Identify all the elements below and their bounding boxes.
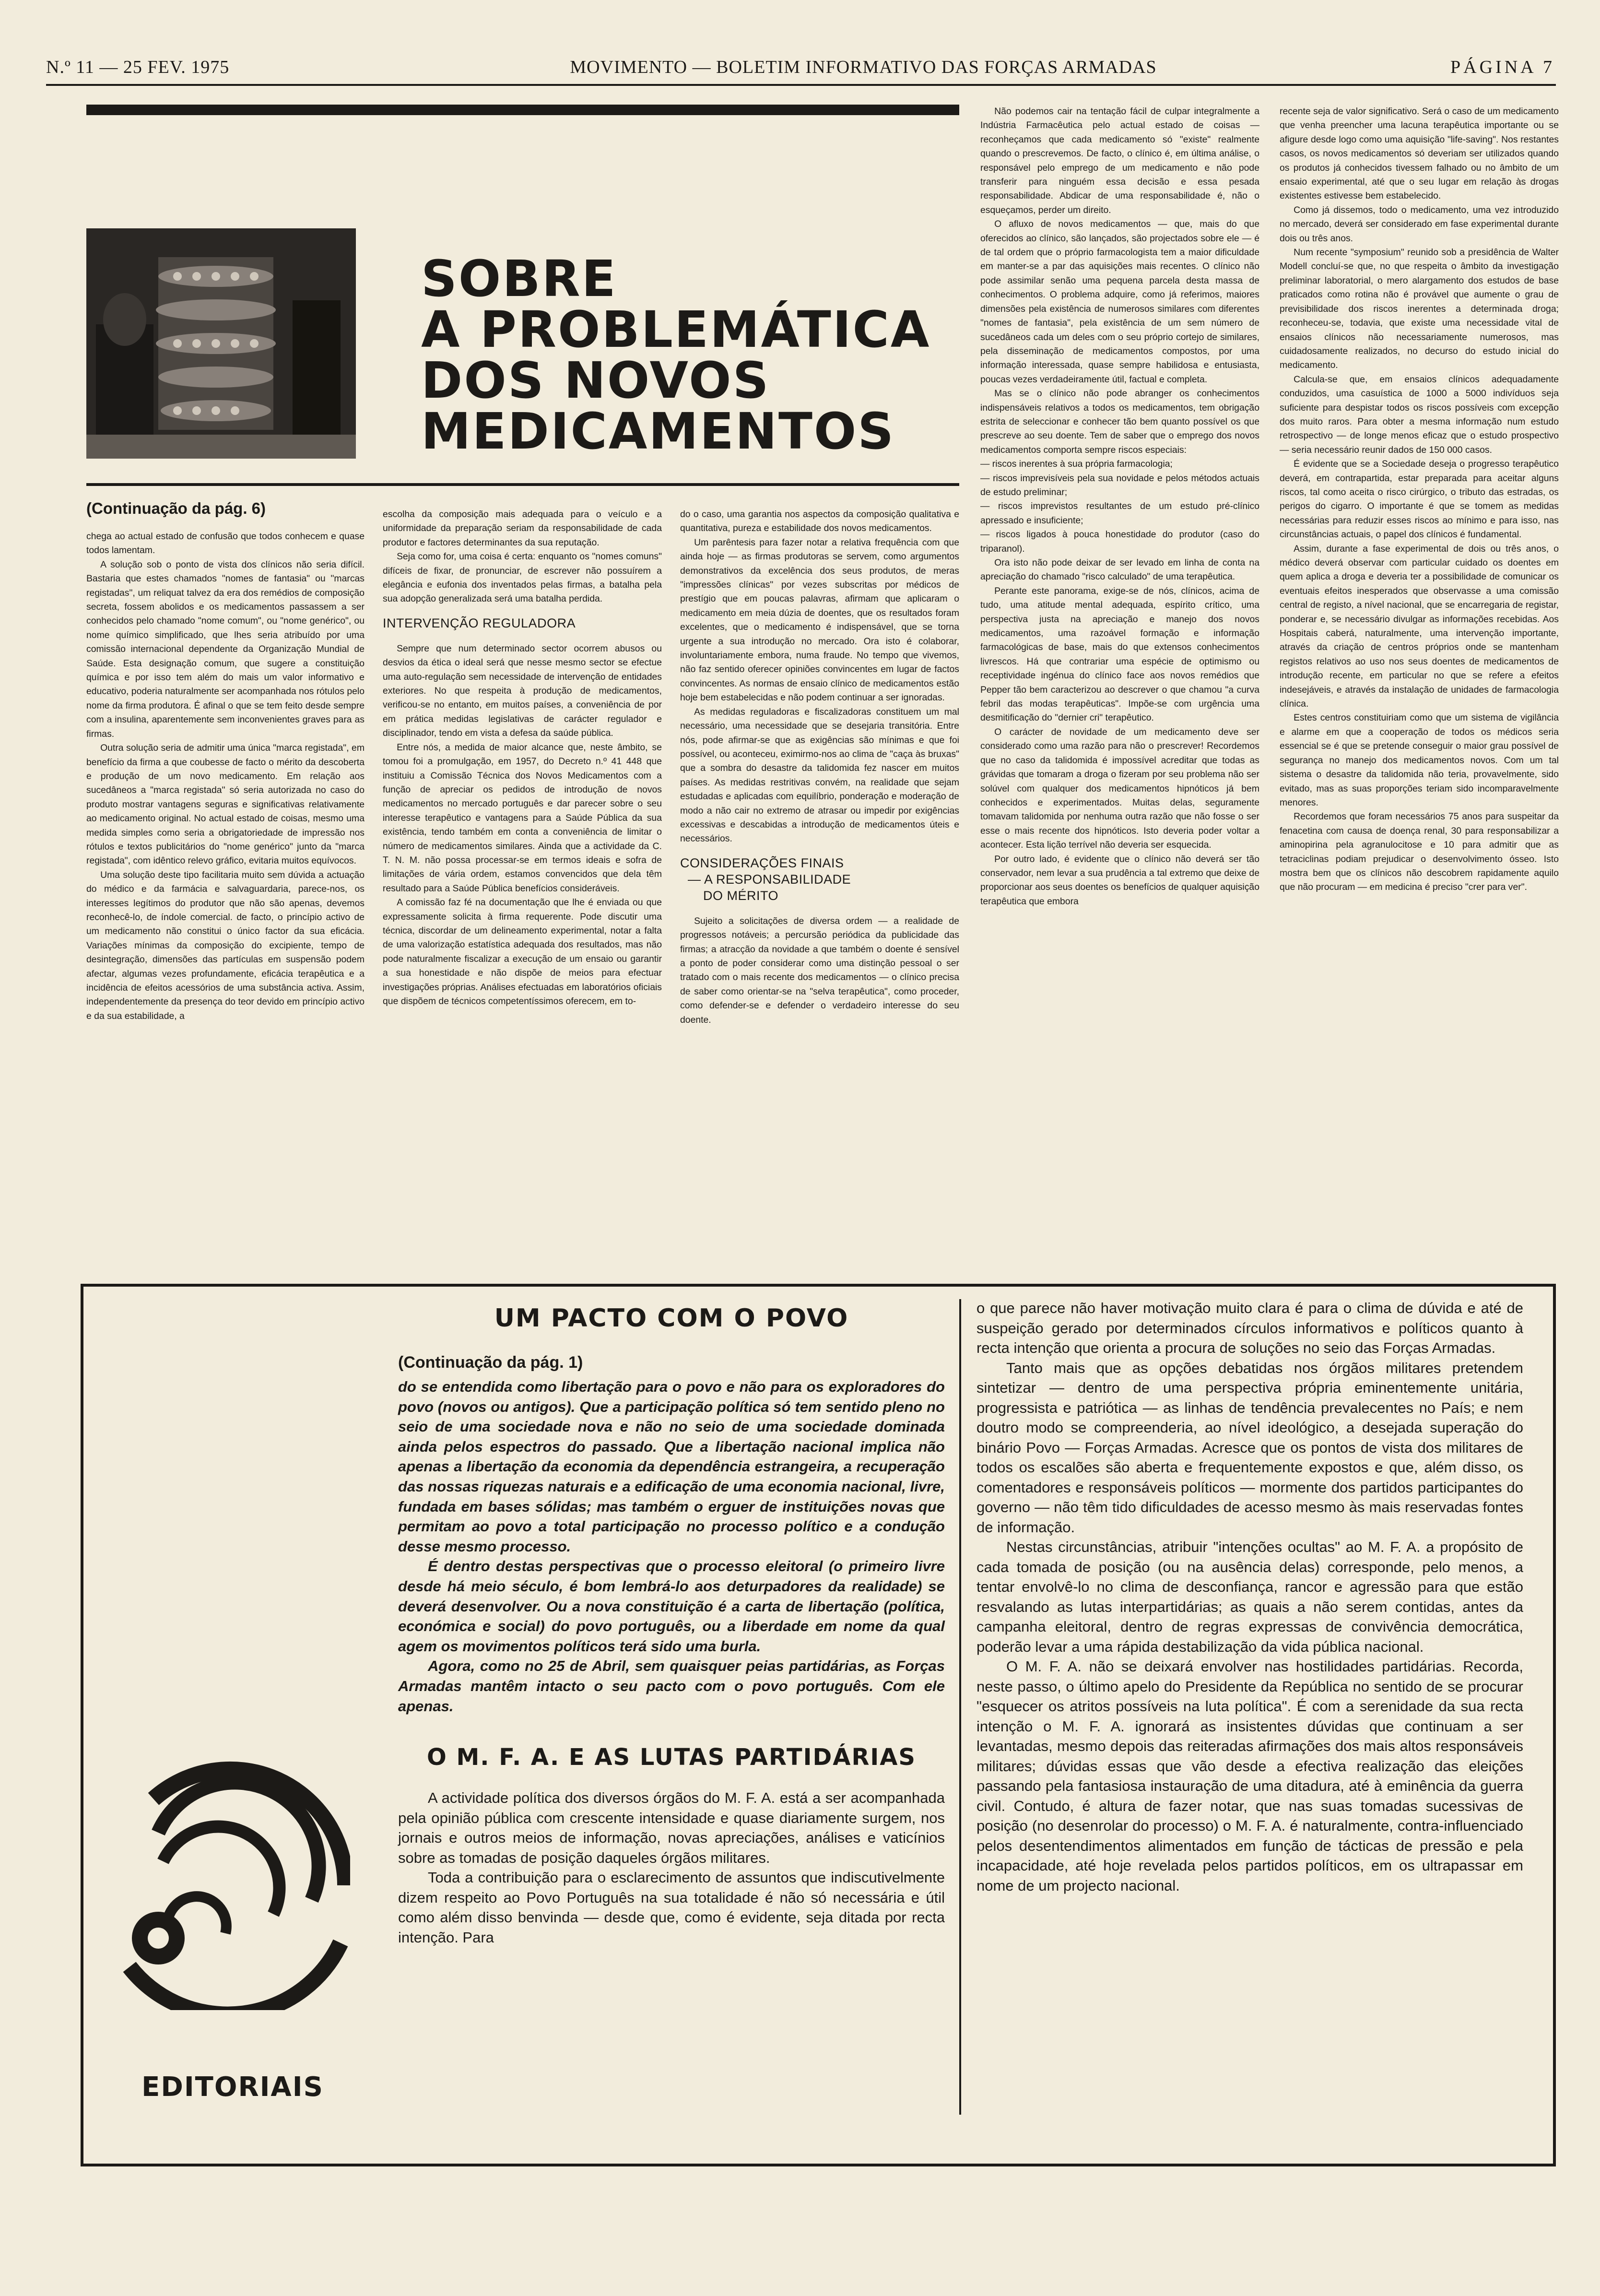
paragraph: Sujeito a solicitações de diversa ordem — a realidade de progressos notáveis; a percursão periódica da publicidade das firmas; a atracção da novidade a que também o doente é sensível a ponto de poder considerar como uma distinção pessoal o ser tratado com o mais recente dos medicamentos — o clínico precisa de saber como orientar-se na "selva terapêutica", como proceder, como defender-se e defender o verdadeiro interesse do seu doente.	[680, 915, 959, 1025]
paragraph: A actividade política dos diversos órgãos do M. F. A. está a ser acompanhada pela opinião pública com crescente intensidade e quase diariamente surgem, nos jornais e outros meios de informação, novas apreciações, análises e vaticínios sobre as tomadas de posição daqueles órgãos militares.	[398, 1789, 945, 1866]
paragraph: Uma solução deste tipo facilitaria muito sem dúvida a actuação do médico e da farmácia e salvaguardaria, parece-nos, os interesses legítimos do produtor que não são apenas, devemos reconhecê-lo, de índole comercial. de facto, o princípio activo de um medicamento não constitui o único factor da sua eficácia. Variações mínimas da composição do excipiente, tempo de desintegração, dimensões das partículas em suspensão podem afectar, algumas vezes profundamente, eficácia terapêutica e a incidência de efeitos acessórios de uma substância activa. Assim, independentemente da presença do teor devido em princípio activo e da sua estabilidade, a	[86, 869, 365, 1021]
risk-list-item: — riscos imprevistos resultantes de um estudo pré-clínico apressado e insuficiente;	[980, 501, 1259, 526]
editorial-column-main	[398, 1304, 945, 1947]
paragraph: Calcula-se que, em ensaios clínicos adequadamente conduzidos, uma casuística de 1000 a 5000 indivíduos seja suficiente para despistar todos os riscos possíveis com excepção dos muito raros. Para obter a mesma informação num estudo retrospectivo — de longe menos eficaz que o estudo prospectivo — seria necessário reunir dados de 150 000 casos.	[1280, 374, 1559, 455]
paragraph: Recordemos que foram necessários 75 anos para suspeitar da fenacetina com causa de doença renal, 30 para responsabilizar a aminopirina pela agranulocitose e 10 para admitir que as tetraciclinas podiam prejudicar o desenvolvimento ósseo. Isto mostra bem que os clínicos não descobrem rapidamente aquilo que não procuram — em medicina é preciso "crer para ver".	[1280, 811, 1559, 893]
issue-number: N.º 11 — 25 FEV. 1975	[46, 57, 230, 77]
paragraph: Assim, durante a fase experimental de dois ou três anos, o médico deverá observar com particular cuidado os doentes em quem aplica a droga e deveria ter a possibilidade de comunicar os eventuais efeitos inesperados que observasse a uma comissão central de registo, a nível nacional, que se encarregaria de registar, ponderar e, se necessário divulgar as informações recebidas. Aos Hospitais caberá, naturalmente, uma intervenção importante, através da criação de centros próprios onde se mantenham registos relativos ao uso nos seus doentes de medicamentos de introdução recente, em particular no que se refere a efeitos indesejáveis, e através da instalação de unidades de farmacologia clínica.	[1280, 543, 1559, 710]
paragraph: o que parece não haver motivação muito clara é para o clima de dúvida e até de suspeição gerado por determinados círculos informativos e políticos quanto à recta intenção que orienta a procura de soluções no seio das Forças Armadas.	[976, 1300, 1523, 1356]
risk-list-item: — riscos ligados à pouca honestidade do produtor (caso do triparanol).	[980, 529, 1259, 554]
paragraph: Nestas circunstâncias, atribuir "intenções ocultas" ao M. F. A. a propósito de cada tomada de posição (ou na ausência delas) corresponde, pelo menos, a tentar envolvê-lo no clima de desconfiança, rancor e agressão para que estão resvalando as lutas interpartidárias; as quais a não serem contidas, antes da campanha eleitoral, dentro de regras expressas de convivência democrática, poderão levar a uma rápida destabilização da vida pública nacional.	[976, 1539, 1523, 1655]
paragraph: O M. F. A. não se deixará envolver nas hostilidades partidárias. Recorda, neste passo, o último apelo do Presidente da República no sentido de se procurar "esquecer os atritos possíveis na luta política". É com a serenidade da sua recta intenção o M. F. A. ignorará as insistentes dúvidas que continuam a ser levantadas, mesmo depois das reiteradas afirmações dos mais altos responsáveis militares; dúvidas essas que vão desde a efectiva realização das eleições passando pela fantasiosa instauração de uma ditadura, até à eminência da guerra civil. Contudo, é altura de fazer notar, que nas suas tomadas sucessivas de posição (no desenrolar do processo) o M. F. A. é naturalmente, contra-influenciado pelos desentendimentos alimentados em função de tácticas de pressão e pela incapacidade, até hoje revelada pelos partidos políticos, em os ultrapassar em nome de um projecto nacional.	[976, 1658, 1523, 1894]
article-column-2	[383, 508, 662, 1008]
editorial-column-right	[976, 1298, 1523, 1895]
editorial-label: EDITORIAIS	[141, 2071, 324, 2103]
paragraph: Como já dissemos, todo o medicamento, uma vez introduzido no mercado, deverá ser considerado em fase experimental durante dois ou três anos.	[1280, 204, 1559, 244]
section-heading-line: — A RESPONSABILIDADE	[688, 872, 851, 887]
headline-line: A PROBLEMÁTICA	[421, 300, 931, 359]
article-column-5	[1280, 105, 1559, 895]
headline-rule	[86, 483, 959, 486]
paragraph: Entre nós, a medida de maior alcance que, neste âmbito, se tomou foi a promulgação, em 1957, do Decreto n.º 41 448 que instituiu a Comissão Técnica dos Novos Medicamentos com a função de apreciar os pedidos de introdução de novos medicamentos no mercado português e dar parecer sobre o seu interesse terapêutico e vantagens para a Saúde Pública da sua existência, tendo também em conta a conveniência de limitar o número de medicamentos similares. Ainda que a actividade da C. T. N. M. não possa processar-se em termos ideais e sofra de limitações de vária ordem, estamos convencidos que dela têm resultado para a Saúde Pública benefícios consideráveis.	[383, 742, 662, 894]
risk-list-item: — riscos imprevisíveis pela sua novidade e pelos métodos actuais de estudo preliminar;	[980, 473, 1259, 497]
editorial-column-divider	[959, 1299, 961, 2115]
paragraph: Por outro lado, é evidente que o clínico não deverá ser tão conservador, nem levar a sua prudência a tal extremo que deixe de proporcionar aos seus doentes os benefícios de qualquer aquisição terapêutica que embora	[980, 853, 1259, 907]
paragraph: Num recente "symposium" reunido sob a presidência de Walter Modell concluí-se que, no que respeita o âmbito da investigação preliminar laboratorial, o mero alargamento dos estudos de base praticados como rotina não é provável que aumente o grau de previsibilidade dos riscos inerentes a determinada droga; reconheceu-se, todavia, que existe uma necessidade vital de ensaios clínicos não necessariamente numerosos, mas cuidadosamente realizados, no decurso do estudo inicial do medicamento.	[1280, 247, 1559, 371]
section-heading	[680, 855, 959, 904]
headline-line: DOS NOVOS	[421, 351, 770, 410]
paragraph: Tanto mais que as opções debatidas nos órgãos militares pretendem sintetizar — dentro de uma perspectiva própria eminentemente unitária, progressista e patriótica — as linhas de tendência prevalecentes no País; e nem doutro modo se compreenderia, ao nível ideológico, a desejada superação do binário Povo — Forças Armadas. Acresce que os pontos de vista dos militares de todos os escalões são aberta e frequentemente expostos e que, além disso, os comentadores e responsáveis políticos — mormente dos partidos participantes do governo — não têm tido dificuldades de acesso mesmo às mais reservadas fontes de informação.	[976, 1359, 1523, 1536]
concentric-arcs-logo-icon	[120, 1741, 350, 2010]
editorial-bold-text	[398, 1377, 945, 1716]
paragraph: Mas se o clínico não pode abranger os conhecimentos indispensáveis relativos a todos os medicamentos, tem obrigação estrita de seleccionar e conhecer tão bem quanto possível os que prescreve ao seu doente. Tem de saber que o emprego dos novos medicamentos comporta sempre riscos especiais:	[980, 388, 1259, 455]
continued-note: (Continuação da pág. 1)	[398, 1353, 583, 1372]
article-photo	[86, 228, 356, 459]
article-column-4	[980, 105, 1259, 909]
paragraph: Não podemos cair na tentação fácil de culpar integralmente a Indústria Farmacêutica pelo actual estado de coisas — reconheçamos que cada medicamento só "existe" realmente quando o prescrevemos. De facto, o clínico é, em última análise, o responsável pelo emprego de um medicamento e não pode transferir para ninguém essa decisão e essa pesada responsabilidade. Abdicar de uma responsabilidade é, não o esqueçamos, perder um direito.	[980, 106, 1259, 215]
section-heading: INTERVENÇÃO REGULADORA	[383, 615, 576, 630]
paragraph: Perante este panorama, exige-se de nós, clínicos, acima de tudo, uma atitude mental adequada, espírito crítico, uma perspectiva justa na apreciação e manejo dos novos medicamentos, uma razoável formação e informação farmacológicas de base, mais do que extensos conhecimentos livrescos. Há que contrariar uma espécie de optimismo ou receptividade ingénua do clínico face aos novos remédios que Pepper tão bem caracterizou ao descrever o que chamou "a curva febril das modas terapêuticas". Impõe-se com urgência uma desmitificação do "dernier cri" terapêutico.	[980, 585, 1259, 723]
article-headline	[421, 249, 963, 461]
paragraph: A comissão faz fé na documentação que lhe é enviada ou que expressamente solicita à firma requerente. Pode discutir uma técnica, discordar de um delineamento experimental, notar a falta de uma valorização estatística adequada dos resultados, mas não pode naturalmente fiscalizar a execução de um ensaio ou garantir a sua honestidade e não dispõe de meios para efectuar investigações próprias. Análises efectuadas em laboratórios oficiais que dispõem de técnicos competentíssimos oferecem, em to-	[383, 897, 662, 1006]
publication-title: MOVIMENTO — BOLETIM INFORMATIVO DAS FORÇAS ARMADAS	[570, 57, 1157, 77]
paragraph: escolha da composição mais adequada para o veículo e a uniformidade da preparação seriam da responsabilidade de cada produtor e factores determinantes da sua reputação.	[383, 509, 662, 548]
paragraph: do se entendida como libertação para o povo e não para os exploradores do povo (novos ou antigos). Que a participação política só tem sentido pleno no seio de uma sociedade nova e não no seio de uma sociedade dominada ainda pelos espectros do passado. Que a libertação nacional implica não apenas a libertação da economia da dependência estrangeira, a recuperação das nossas riquezas naturais e a edificação de uma economia nacional, livre, fundada em bases sólidas; mas também o erguer de instituições novas que permitam ao povo a total participação no processo político e a condução desse mesmo processo.	[398, 1378, 945, 1555]
editorial-logo	[120, 1741, 350, 2010]
paragraph: do o caso, uma garantia nos aspectos da composição qualitativa e quantitativa, pureza e estabilidade dos novos medicamentos.	[680, 509, 959, 534]
article-column-3	[680, 508, 959, 1027]
article-column-1	[86, 499, 365, 1023]
section-heading-line: DO MÉRITO	[703, 888, 779, 903]
continued-note: (Continuação da pág. 6)	[86, 499, 266, 517]
paragraph: Estes centros constituiriam como que um sistema de vigilância e alarme em que a cooperação de todos os médicos seria essencial se é que se pretende conseguir o maior grau possível de segurança no manejo dos medicamentos novos. Com um tal sistema o desastre da talidomida não teria, provavelmente, sido evitado, mas as suas proporções teriam sido incomparavelmente menores.	[1280, 712, 1559, 808]
paragraph: Um parêntesis para fazer notar a relativa frequência com que ainda hoje — as firmas produtoras se servem, como argumentos demonstrativos da excelência dos seus produtos, de meras "impressões clínicas" por vezes subscritas por médicos de prestígio que em poucas palavras, afirmam que aplicaram o medicamento em meia dúzia de doentes, que os resultados foram excelentes, que o medicamento é indispensável, que se torna urgente a sua introdução no mercado. Ora isto é colaborar, involuntariamente embora, numa fraude. No tempo que vivemos, não faz sentido oferecer opiniões convincentes em lugar de factos convincentes. As normas de ensaio clínico de medicamentos estão hoje bem estabelecidas e não podem continuar a ser ignoradas.	[680, 537, 959, 703]
masthead-rule	[46, 84, 1556, 86]
paragraph: As medidas reguladoras e fiscalizadoras constituem um mal necessário, uma necessidade que se desejaria transitória. Entre nós, pode afirmar-se que as exigências são mínimas e que foi possível, ou aconteceu, eximirmo-nos ao clima de "caça às bruxas" que a sombra do desastre da talidomida fez nascer em muitos países. As medidas restritivas convém, na realidade que sejam estudadas e aplicadas com equilíbrio, ponderação e moderação de modo a não cair no extremo de atrasar ou impedir por exigências excessivas e descabidas a introdução de medicamentos úteis e necessários.	[680, 706, 959, 844]
editorial-title: UM PACTO COM O POVO	[494, 1304, 849, 1333]
headline-line: SOBRE	[421, 249, 617, 308]
paragraph: A solução sob o ponto de vista dos clínicos não seria difícil. Bastaria que estes chamados "nomes de fantasia" ou "marcas registadas", um reliquat talvez da era dos remédios de composição secreta, fossem abolidos e os medicamentos passassem a ser conhecidos pelo chamado "nome comum", ou "nome genérico", ou nome químico simplificado, que lhes seria atribuído por uma comissão internacional dependente da Organização Mundial de Saúde. Esta designação comum, que sugere a constituição química e por isso tem além do mais um valor informativo e educativo, poderia naturalmente ser acompanhada nos rótulos pelo nome da firma produtora. É afinal o que se tem feito desde sempre com a insulina, aparentemente sem inconvenientes graves para as firmas.	[86, 559, 365, 739]
page-number: PÁGINA 7	[1450, 57, 1555, 77]
editorial-text	[398, 1788, 945, 1947]
paragraph: recente seja de valor significativo. Será o caso de um medicamento que venha preencher uma lacuna terapêutica importante ou se afigure desde logo como uma aquisição "life-saving". Nos restantes casos, os novos medicamentos só deveriam ser utilizados quando os produtos já conhecidos tivessem falhado ou no âmbito de um ensaio experimental, até que o seu lugar em relação às drogas existentes estivesse bem estabelecido.	[1280, 106, 1559, 201]
paragraph: Agora, como no 25 de Abril, sem quaisquer peias partidárias, as Forças Armadas mantêm intacto o seu pacto com o povo português. Com ele apenas.	[398, 1657, 945, 1715]
paragraph: Sempre que num determinado sector ocorrem abusos ou desvios da ética o ideal será que nesse mesmo sector se efectue uma auto-regulação sem necessidade de intervenção de entidades exteriores. No que respeita à produção de medicamentos, verificou-se no entanto, em muitos países, a conveniência de por em prática medidas legislativas de carácter regulador e disciplinador, tendo em vista a defesa da saúde pública.	[383, 643, 662, 739]
editorial-subtitle: O M. F. A. E AS LUTAS PARTIDÁRIAS	[427, 1744, 916, 1771]
paragraph: chega ao actual estado de confusão que todos conhecem e quase todos lamentam.	[86, 531, 365, 556]
paragraph: O carácter de novidade de um medicamento deve ser considerado como uma razão para não o prescrever! Recordemos que no caso da talidomida é impossível acreditar que todas as grávidas que tomaram a droga o fizeram por seu problema não ser solúvel com qualquer dos medicamentos hipnóticos já bem conhecidos e experimentados. Muitas delas, seguramente tomavam talidomida por nenhuma outra razão que não fosse o ser esse o mais recente dos hipnóticos. Isto deveria poder voltar a acontecer. Esta lição terrível não deveria ser esquecida.	[980, 726, 1259, 851]
section-heading-line: CONSIDERAÇÕES FINAIS	[680, 855, 844, 870]
headline-line: MEDICAMENTOS	[421, 402, 895, 461]
paragraph: Outra solução seria de admitir uma única "marca registada", em benefício da firma a que coubesse de facto o mérito da descoberta e produção de um novo medicamento. Em relação aos sucedâneos a "marca registada" só seria autorizada no caso do produto mostrar vantagens seguras e significativas relativamente ao medicamento original. No actual estado de coisas, mesmo uma medida simples como seria a obrigatoriedade de impressão nos rótulos e textos publicitários do "nome genérico" junto da "marca registada", com idêntico relevo gráfico, evitaria muitos equívocos.	[86, 743, 365, 866]
paragraph: Ora isto não pode deixar de ser levado em linha de conta na apreciação do chamado "risco calculado" de uma terapêutica.	[980, 557, 1259, 582]
paragraph: Seja como for, uma coisa é certa: enquanto os "nomes comuns" difíceis de fixar, de pronunciar, de escrever não possuírem a elegância e eufonia dos inventados pelas firmas, a batalha pela sua adopção generalizada será uma batalha perdida.	[383, 551, 662, 604]
paragraph: O afluxo de novos medicamentos — que, mais do que oferecidos ao clínico, são lançados, são projectados sobre ele — é de tal ordem que o próprio farmacologista tem a maior dificuldade em manter-se a par das aquisições mais recentes. O clínico não pode assimilar senão uma pequena parcela desta massa de conhecimentos. O problema adquire, como já referimos, maiores dimensões pela existência de numerosos similares com diferentes "nomes de fantasia", pela existência de um sem número de sucedâneos cada um deles com o seu próprio cortejo de similares, pela disseminação de medicamentos compostos, por uma informação interessada, quase sempre habilidosa e entusiasta, poucas vezes verdadeiramente útil, factual e completa.	[980, 219, 1259, 385]
paragraph: É evidente que se a Sociedade deseja o progresso terapêutico deverá, em contrapartida, estar preparada para aceitar alguns riscos, tal como aceita o risco cirúrgico, o tributo das estradas, os perigos do cigarro. O importante é que se tomem as medidas necessárias para reduzir esses riscos ao mínimo e para isso, nas circunstâncias actuais, o papel dos clínicos é fundamental.	[1280, 459, 1559, 540]
risk-list-item: — riscos inerentes à sua própria farmacologia;	[980, 459, 1173, 470]
top-heavy-rule	[86, 105, 959, 115]
paragraph: É dentro destas perspectivas que o processo eleitoral (o primeiro livre desde há meio século, é bom lembrá-lo aos deturpadores da realidade) se deverá desenvolver. Ou a nova constituição é a carta de libertação (política, económica e social) do povo português, ou a liberdade em nome da qual agem os movimentos políticos terá sido uma burla.	[398, 1558, 945, 1655]
photo-lab-equipment-icon	[86, 228, 356, 459]
paragraph: Toda a contribuição para o esclarecimento de assuntos que indiscutivelmente dizem respeito ao Povo Português na sua totalidade é não só necessária e útil como além disso benvinda — desde que, como é evidente, seja ditada por recta intenção. Para	[398, 1869, 945, 1946]
